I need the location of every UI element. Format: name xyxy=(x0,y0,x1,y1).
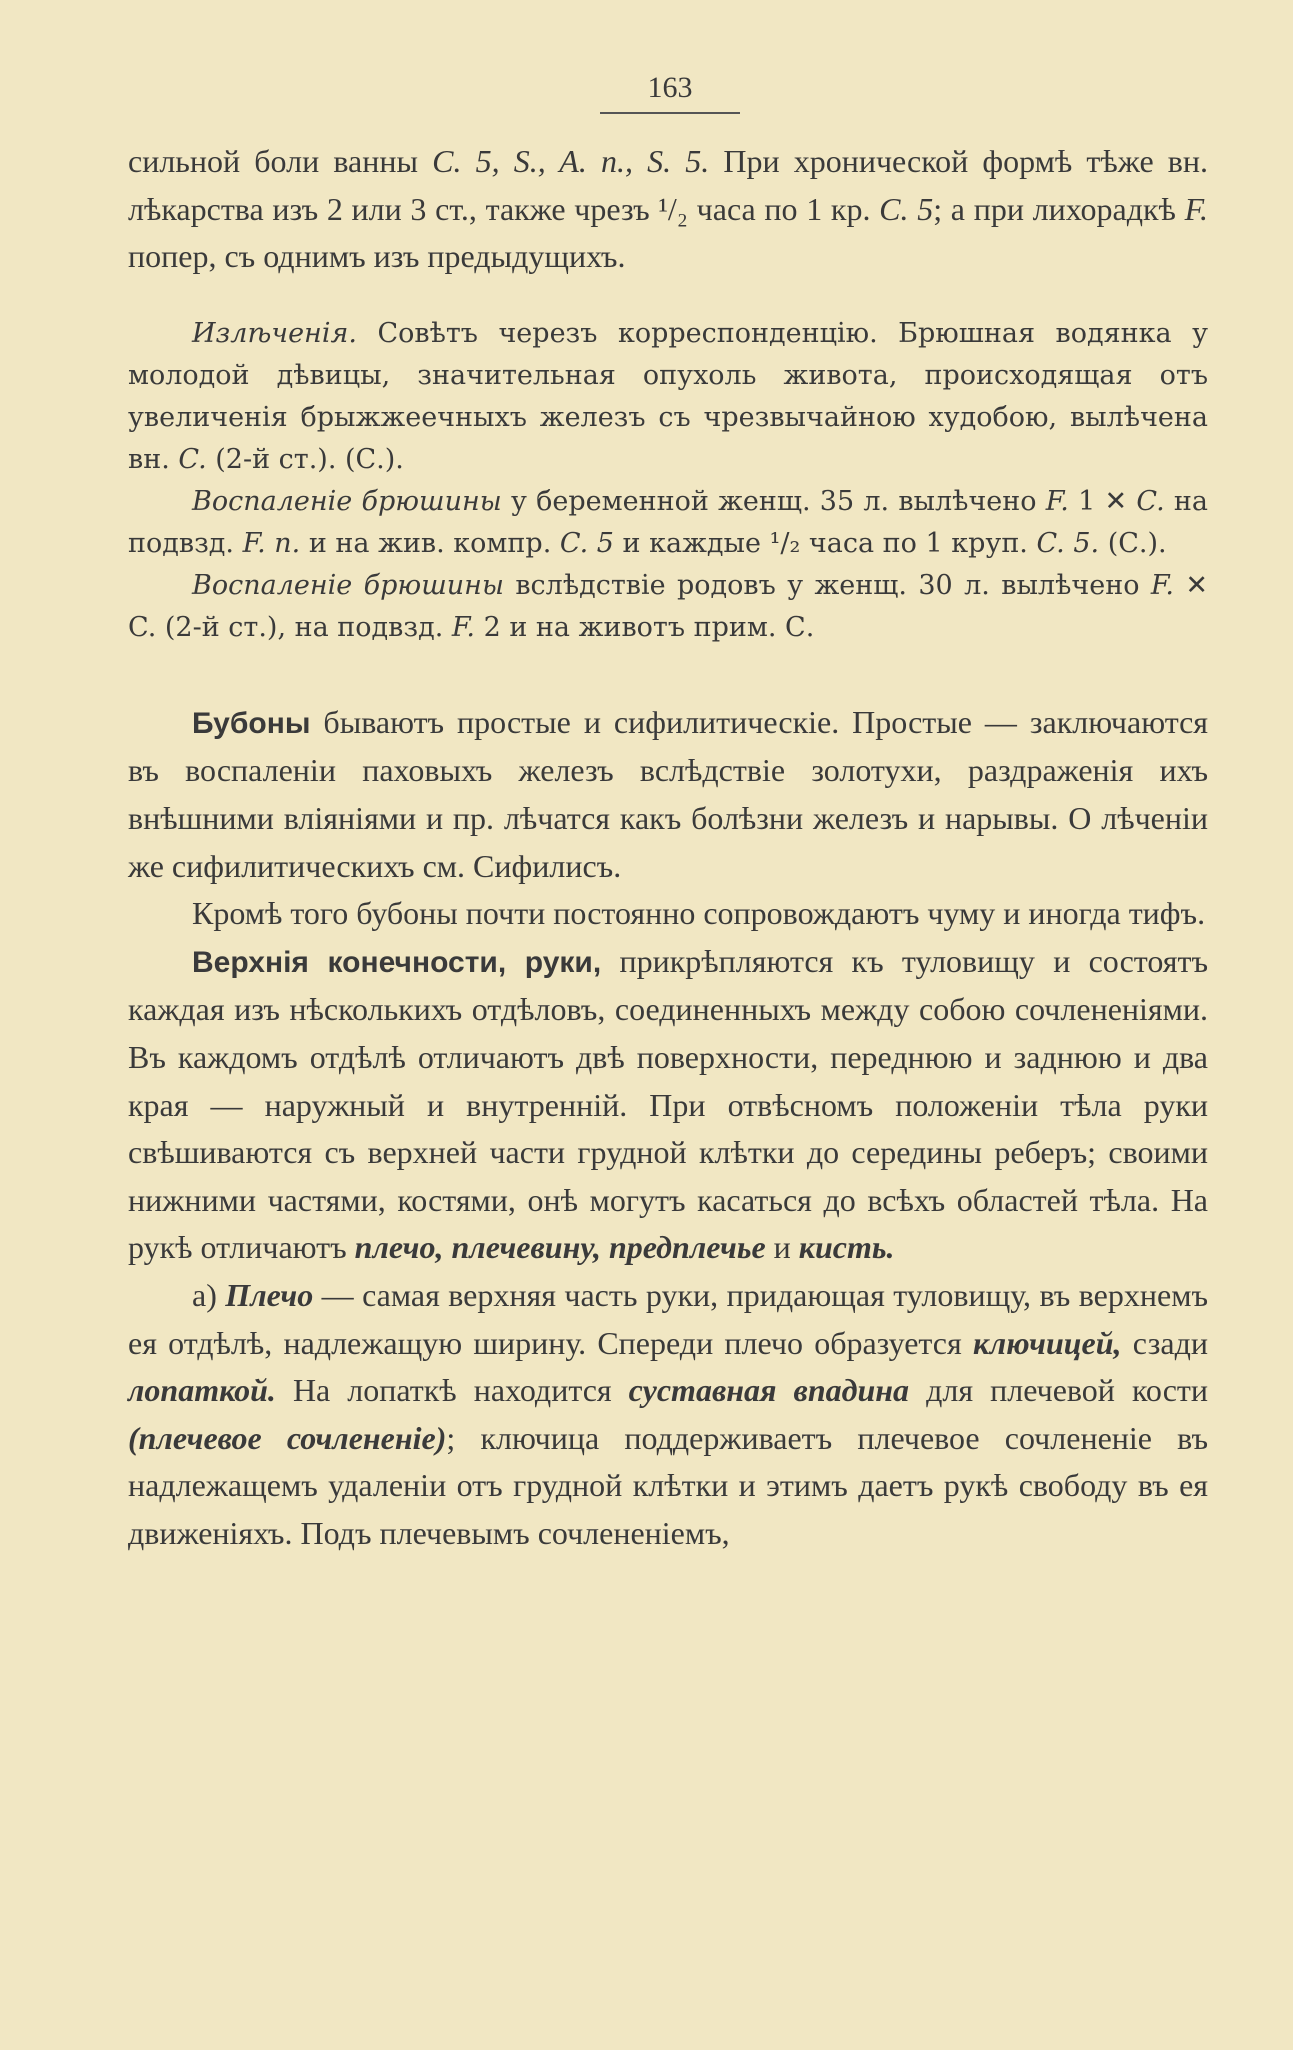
emphasis: лопаткой. xyxy=(128,1372,276,1409)
fraction: ¹/₂ xyxy=(769,527,801,559)
text: а) xyxy=(192,1276,226,1313)
text: 2 и на животъ прим. С. xyxy=(475,611,815,643)
text: сильной боли ванны xyxy=(128,143,433,179)
remedy: C. 5. xyxy=(1036,527,1100,559)
paragraph-continued xyxy=(128,138,1208,281)
case-report-3 xyxy=(128,565,1208,649)
text: прикрѣпляются къ туловищу и состоятъ каждая изъ нѣсколькихъ отдѣловъ, соединенныхъ между собою сочлененіями. Въ каждомъ отдѣлѣ отличаютъ двѣ поверхности, переднюю и заднюю и два края — наружный и внутренній. При отвѣсномъ положеніи тѣла руки свѣшиваются съ верхней части грудной клѣтки до середины реберъ; своими нижними частями, костями, онѣ могутъ касаться до всѣхъ областей тѣла. На рукѣ отличаютъ xyxy=(128,942,1209,1266)
paragraph-upper-limbs xyxy=(128,938,1208,1272)
text: попер, съ однимъ изъ предыдущихъ. xyxy=(128,238,626,275)
page-number: 163 xyxy=(647,71,693,104)
case-label: Воспаленіе брюшины xyxy=(192,569,504,601)
emphasis: плечо, плечевину, предплечье xyxy=(354,1229,766,1266)
text: При хронической формѣ тѣже вн. лѣкарства изъ 2 или 3 ст., также чрезъ xyxy=(128,143,1209,227)
text: На лопаткѣ находится xyxy=(275,1372,629,1409)
text: ; а при лихорадкѣ xyxy=(933,190,1185,227)
text: (С.). xyxy=(1099,527,1167,559)
text: бываютъ простые и сифилитическіе. Простые — заключаются въ воспаленіи паховыхъ железъ вслѣдствіе золотухи, раздраженія ихъ внѣшними вліяніями и пр. лѣчатся какъ болѣзни железъ и нарывы. О лѣченіи же сифилитическихъ см. Сифилисъ. xyxy=(128,703,1208,884)
text: ; ключица поддерживаетъ плечевое сочлененіе въ надлежащемъ удаленіи отъ грудной клѣтки и этимъ даетъ рукѣ свободу въ ея движеніяхъ. Подъ плечевымъ сочлененіемъ, xyxy=(128,1419,1209,1551)
entry-heading: Верхнія конечности, руки, xyxy=(192,945,602,979)
text: для плечевой кости xyxy=(909,1372,1209,1409)
header-rule xyxy=(600,112,740,114)
remedy: F. xyxy=(451,611,476,643)
remedy: F. n. xyxy=(242,527,301,559)
remedy: C. 5, S., A. n., S. 5. xyxy=(432,143,710,179)
fraction: ¹/₂ xyxy=(658,190,688,227)
emphasis: Плечо xyxy=(225,1276,314,1313)
remedy: C. xyxy=(1136,485,1165,517)
remedy: F. xyxy=(1150,569,1174,601)
case-label: Воспаленіе брюшины xyxy=(192,485,502,517)
case-reports xyxy=(128,313,1208,649)
paragraph-shoulder xyxy=(128,1272,1208,1558)
text: часа по 1 кр. xyxy=(687,190,880,227)
text: сзади xyxy=(1121,1324,1209,1361)
case-report-1 xyxy=(128,313,1208,481)
text: 1 ✕ xyxy=(1068,485,1137,517)
remedy: C. 5 xyxy=(879,190,934,227)
paragraph-buboes xyxy=(128,699,1208,890)
emphasis: ключицей, xyxy=(972,1324,1122,1361)
text: и на жив. компр. xyxy=(300,527,560,559)
remedy: F. xyxy=(1184,190,1209,227)
text: Совѣтъ черезъ корреспонденцію. Брюшная водянка у молодой дѣвицы, значительная опухоль живота, происходящая отъ увеличенія брыжжеечныхъ железъ съ чрезвычайною худобою, вылѣчена вн. xyxy=(128,317,1208,475)
text: у беременной женщ. 35 л. вылѣчено xyxy=(501,485,1046,517)
emphasis: суставная впадина xyxy=(628,1372,910,1409)
text: ✕ C. (2-й ст.), на подвзд. xyxy=(128,569,1208,643)
remedy: C. 5 xyxy=(559,527,614,559)
text: на подвзд. xyxy=(128,485,1208,559)
case-label: Излѣченія. xyxy=(192,317,357,349)
text: и xyxy=(765,1229,799,1266)
text: — самая верхняя часть руки, придающая туловищу, въ верхнемъ ея отдѣлѣ, надлежащую ширину. Спереди плечо образуется xyxy=(128,1276,1208,1361)
remedy: C. xyxy=(178,443,207,475)
remedy: F. xyxy=(1045,485,1069,517)
page-body xyxy=(128,138,1208,1557)
text: вслѣдствіе родовъ у женщ. 30 л. вылѣчено xyxy=(503,569,1151,601)
text: и каждые xyxy=(613,527,770,559)
case-report-2 xyxy=(128,481,1208,565)
text: Кромѣ того бубоны почти постоянно сопровождаютъ чуму и иногда тифъ. xyxy=(192,895,1206,932)
entry-heading: Бубоны xyxy=(192,706,311,740)
text: часа по 1 круп. xyxy=(800,527,1037,559)
text: (2-й ст.). (С.). xyxy=(206,443,404,475)
emphasis: кисть. xyxy=(798,1229,895,1266)
emphasis: (плечевое сочлененіе) xyxy=(128,1419,447,1456)
paragraph-buboes-2 xyxy=(128,890,1208,938)
